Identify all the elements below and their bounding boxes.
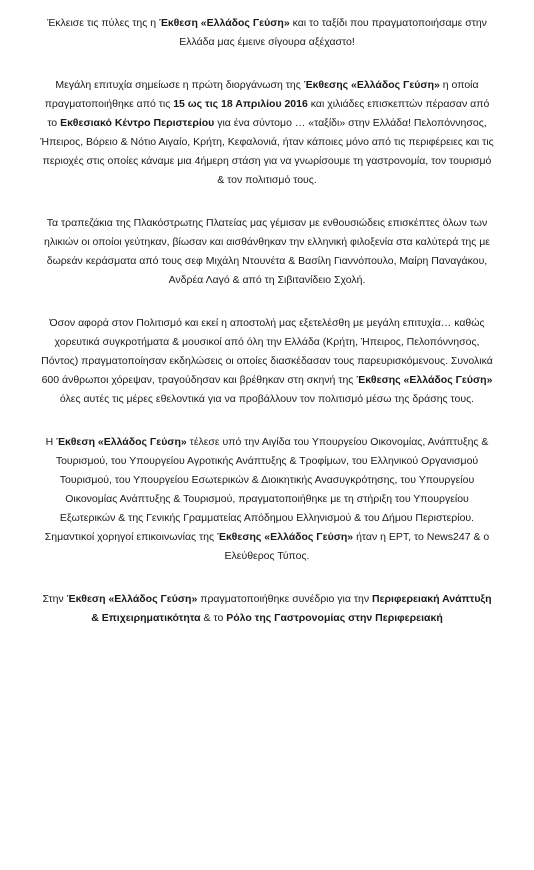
text-run: Στην <box>42 593 67 605</box>
text-run-bold: Έκθεσης «Ελλάδος Γεύση» <box>356 374 493 386</box>
text-run-bold: Έκθεσης «Ελλάδος Γεύση» <box>217 531 354 543</box>
text-run: και χιλιάδες επισκεπτών πέρασαν από το <box>47 98 490 129</box>
paragraph-closing <box>40 14 494 52</box>
text-run-bold: Περιφερειακή Ανάπτυξη & Επιχειρηματικότητα <box>91 593 492 624</box>
document-page <box>40 14 494 652</box>
text-run-bold: Εκθεσιακό Κέντρο Περιστερίου <box>60 117 215 129</box>
text-run: ήταν η ΕΡΤ, το News247 & ο Ελεύθερος Τύπος. <box>224 531 490 562</box>
text-run: Τα τραπεζάκια της Πλακόστρωτης Πλατείας μας γέμισαν με ενθουσιώδεις επισκέπτες όλων των ηλικιών οι οποίοι γεύτηκαν, βίωσαν και αισθάνθηκαν την ελληνική φιλοξενία στα καλύτερά της με δωρεάν κεράσματα από τους σεφ Μιχάλη Ντουνέτα & Βασίλη Γιαννόπουλο, Μαίρη Παναγάκου, Ανδρέα Λαγό & από τη Σιβιτανίδειο Σχολή. <box>44 217 490 286</box>
text-run: Η <box>45 436 57 448</box>
text-run: Μεγάλη επιτυχία σημείωσε η πρώτη διοργάνωση της <box>55 79 304 91</box>
text-run: & το <box>200 612 227 624</box>
paragraph-culture <box>40 314 494 409</box>
text-run: Έκλεισε τις πύλες της η <box>47 17 159 29</box>
paragraph-tables <box>40 214 494 290</box>
text-run: τέλεσε υπό την Αιγίδα του Υπουργείου Οικονομίας, Ανάπτυξης & Τουρισμού, του Υπουργείου Αγροτικής Ανάπτυξης & Τροφίμων, του Ελληνικού Οργανισμού Τουρισμού, του Υπουργείου Εσωτερικών & Διοικητικής Ανασυγκρότησης, του Υπουργείου Οικονομίας Ανάπτυξης & Τουρισμού, πραγματοποιήθηκε με τη στήριξη του Υπουργείου Εξωτερικών & της Γενικής Γραμματείας Απόδημου Ελληνισμού & του Δήμου Περιστερίου. Σημαντικοί χορηγοί επικοινωνίας της <box>44 436 489 543</box>
text-run: η οποία πραγματοποιήθηκε από τις <box>44 79 479 110</box>
text-run: Όσον αφορά στον Πολιτισμό και εκεί η αποστολή μας εξετελέσθη με μεγάλη επιτυχία… καθώς χορευτικά συγκροτήματα & μουσικοί από όλη την Ελλάδα (Κρήτη, Ήπειρος, Πελοπόννησος, Πόντος) πραγματοποίησαν εκδηλώσεις οι οποίες διασκέδασαν τους παρευρισκόμενους. Συνολικά 600 άνθρωποι χόρεψαν, τραγούδησαν και βρέθηκαν στη σκηνή της <box>41 317 493 386</box>
paragraph-auspices <box>40 433 494 566</box>
text-run: όλες αυτές τις μέρες εθελοντικά για να προβάλλουν τον πολιτισμό μέσω της δράσης τους. <box>59 393 475 405</box>
text-run: για ένα σύντομο … «ταξίδι» στην Ελλάδα! Πελοπόννησος, Ήπειρος, Βόρειο & Νότιο Αιγαίο, Κρήτη, Κεφαλονιά, ήταν κάποιες μόνο από τις περιφέρειες και τις περιοχές στις οποίες κάναμε μια 4ήμερη στάση για να γνωρίσουμε τη γαστρονομία, τον τουρισμό & τον πολιτισμό τους. <box>40 117 494 186</box>
paragraph-conference <box>40 590 494 628</box>
text-run: πραγματοποιήθηκε συνέδριο για την <box>197 593 372 605</box>
text-run: και το ταξίδι που πραγματοποιήσαμε στην Ελλάδα μας έμεινε σίγουρα αξέχαστο! <box>179 17 487 48</box>
text-run-bold: Έκθεση «Ελλάδος Γεύση» <box>158 17 290 29</box>
text-run-bold: Έκθεση «Ελλάδος Γεύση» <box>66 593 198 605</box>
text-run-bold: Έκθεση «Ελλάδος Γεύση» <box>56 436 187 448</box>
paragraph-success <box>40 76 494 190</box>
text-run-bold: Ρόλο της Γαστρονομίας στην Περιφερειακή <box>226 612 443 624</box>
text-run-bold: 15 ως τις 18 Απριλίου 2016 <box>173 98 308 110</box>
text-run-bold: Έκθεσης «Ελλάδος Γεύση» <box>303 79 440 91</box>
